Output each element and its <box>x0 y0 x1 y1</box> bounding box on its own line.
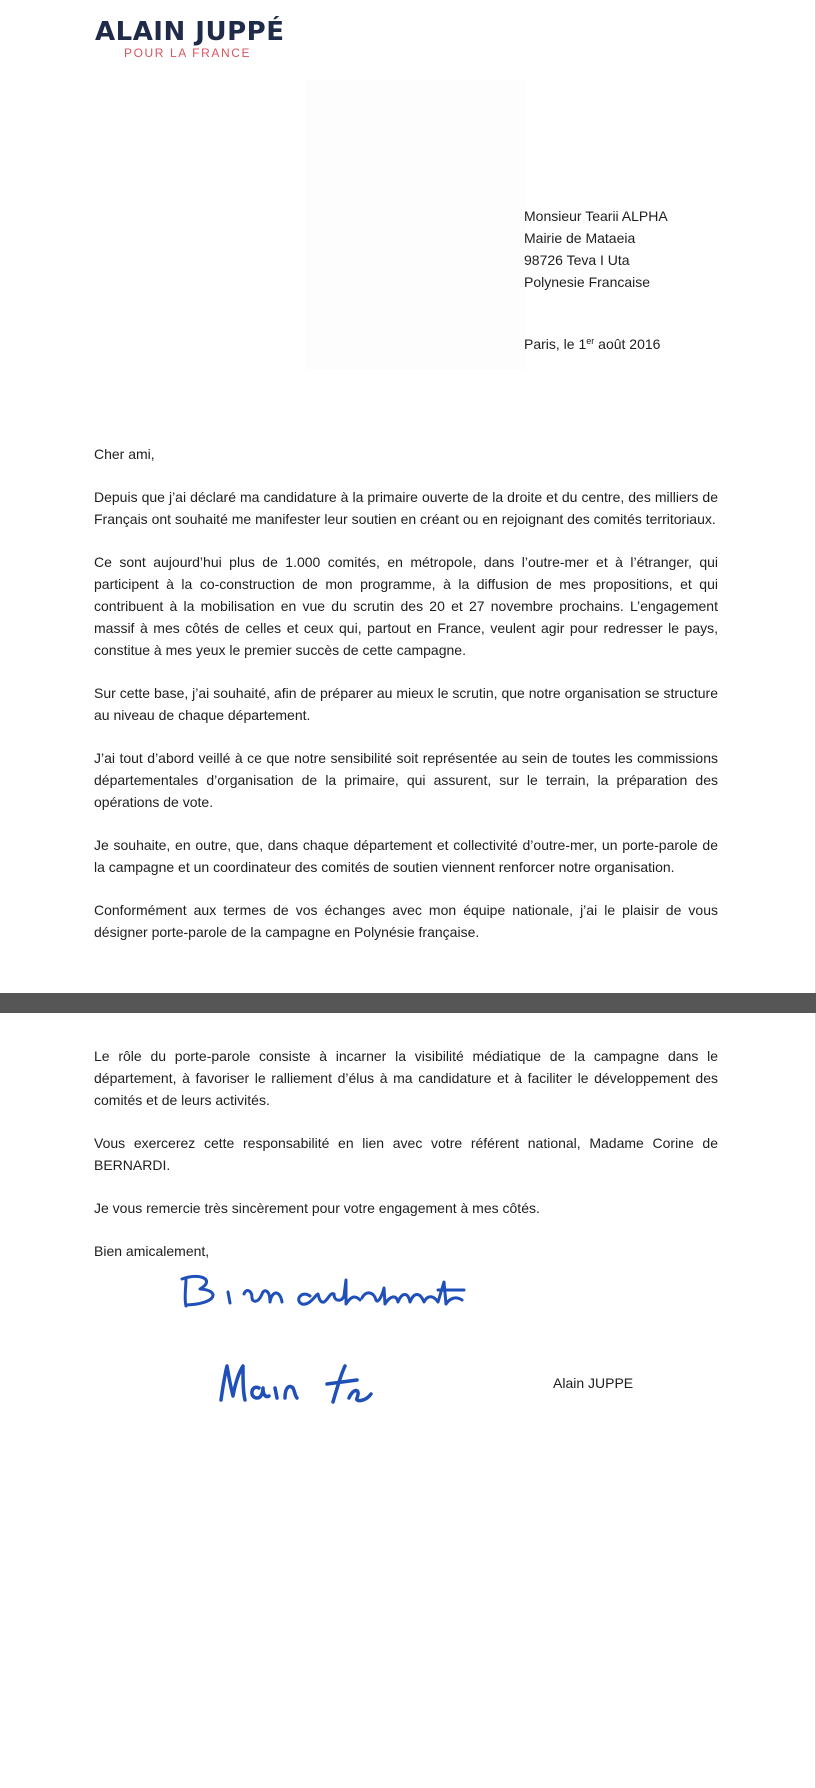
recipient-address <box>524 205 668 293</box>
letter-body-page-2 <box>94 1045 718 1283</box>
paragraph: J’ai tout d’abord veillé à ce que notre sensibilité soit représentée au sein de toutes les commissions départementales d’organisation de la primaire, qui assurent, sur le terrain, la préparation des opérations de vote. <box>94 750 718 810</box>
recipient-organization: Mairie de Mataeia <box>524 230 636 246</box>
closing: Bien amicalement, <box>94 1243 210 1259</box>
logo-name: ALAIN JUPPÉ <box>95 17 285 47</box>
paragraph: Sur cette base, j’ai souhaité, afin de préparer au mieux le scrutin, que notre organisation se structure au niveau de chaque département. <box>94 685 718 723</box>
date-prefix: Paris, le 1 <box>524 336 587 352</box>
campaign-logo <box>95 18 284 60</box>
paragraph: Conformément aux termes de vos échanges avec mon équipe nationale, j’ai le plaisir de vous désigner porte-parole de la campagne en Polynésie française. <box>94 902 718 940</box>
paragraph: Vous exercerez cette responsabilité en lien avec votre référent national, Madame Corine de BERNARDI. <box>94 1135 718 1173</box>
paragraph: Depuis que j’ai déclaré ma candidature à la primaire ouverte de la droite et du centre, des milliers de Français ont souhaité me manifester leur soutien en créant ou en rejoignant des comités territoriaux. <box>94 489 718 527</box>
letter-body-page-1 <box>94 443 718 964</box>
recipient-city: 98726 Teva I Uta <box>524 252 630 268</box>
recipient-country: Polynesie Francaise <box>524 274 651 290</box>
page-separator <box>0 993 816 1013</box>
paragraph: Le rôle du porte-parole consiste à incarner la visibilité médiatique de la campagne dans le département, à favoriser le ralliement d’élus à ma candidature et à faciliter le développement des comités et de leurs activités. <box>94 1048 718 1108</box>
recipient-name: Monsieur Tearii ALPHA <box>524 208 668 224</box>
handwritten-greeting <box>178 1270 498 1310</box>
paragraph: Ce sont aujourd’hui plus de 1.000 comités, en métropole, dans l’outre-mer et à l’étranger, qui participent à la co-construction de mon programme, à la diffusion de mes propositions, et qui contribuent à la mobilisation en vue du scrutin des 20 et 27 novembre prochains. L’engagement massif à mes côtés de celles et ceux qui, partout en France, veulent agir pour redresser le pays, constitue à mes yeux le premier succès de cette campagne. <box>94 554 718 658</box>
letter-date <box>524 336 660 352</box>
paragraph: Je souhaite, en outre, que, dans chaque département et collectivité d’outre-mer, un porte-parole de la campagne et un coordinateur des comités de soutien viennent renforcer notre organisation. <box>94 837 718 875</box>
signer-name: Alain JUPPE <box>553 1375 634 1391</box>
date-suffix: août 2016 <box>594 336 661 352</box>
handwritten-signature <box>215 1358 385 1408</box>
faint-scan-area <box>305 80 525 370</box>
date-superscript: er <box>586 336 595 346</box>
salutation: Cher ami, <box>94 446 155 462</box>
logo-subtitle: POUR LA FRANCE <box>124 46 252 60</box>
paragraph: Je vous remercie très sincèrement pour votre engagement à mes côtés. <box>94 1200 540 1216</box>
